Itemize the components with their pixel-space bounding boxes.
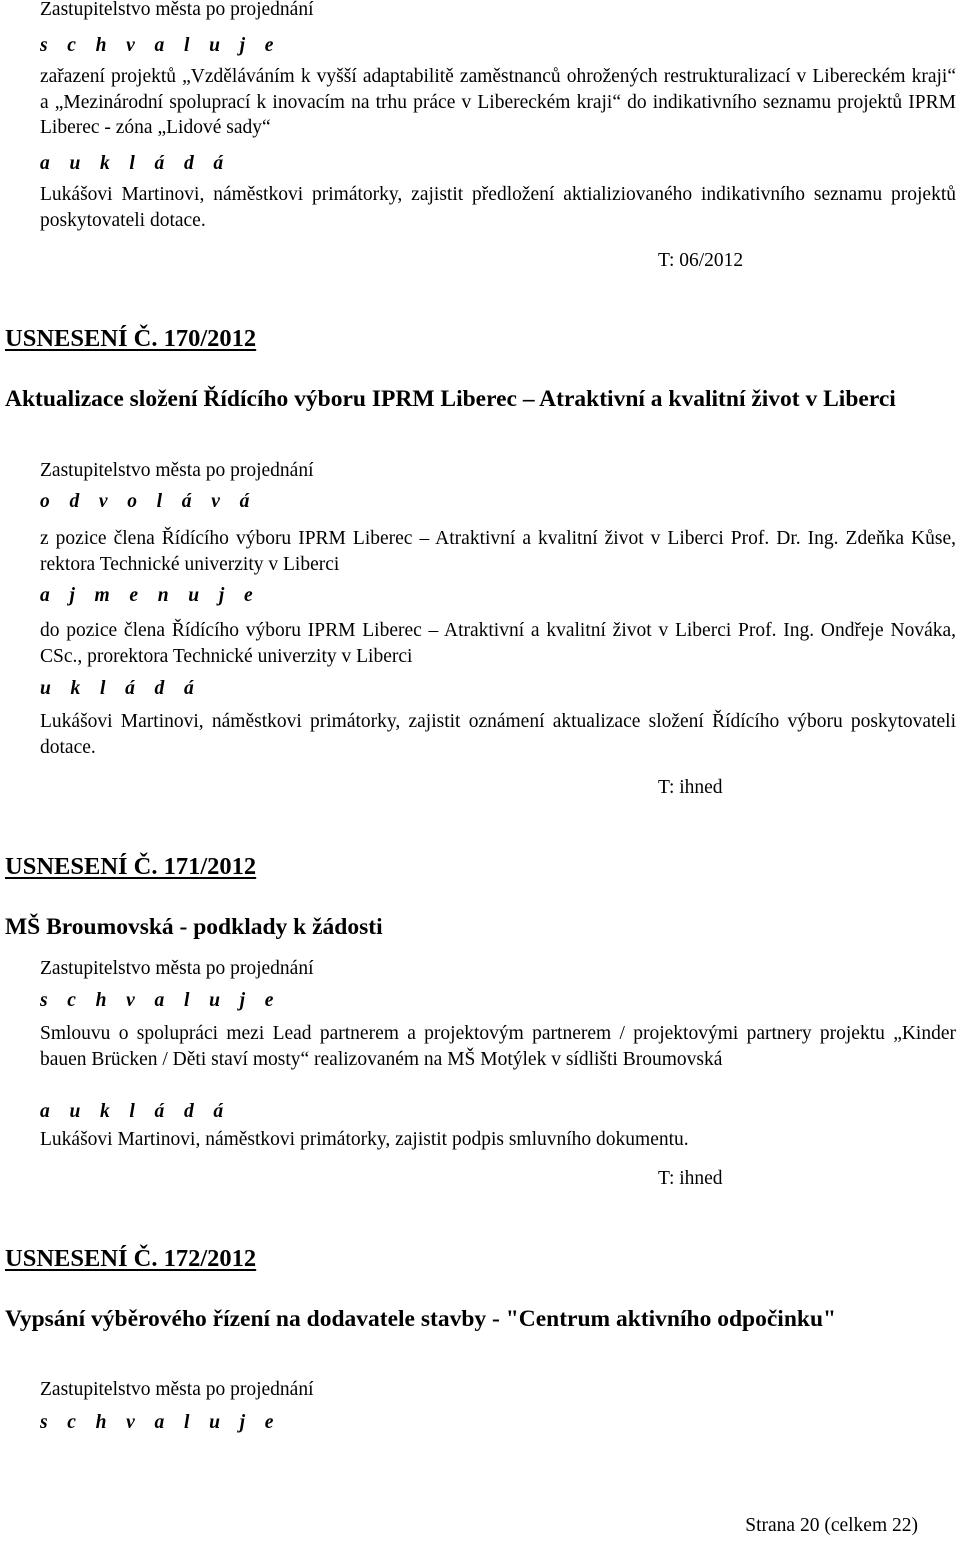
council-line: Zastupitelstvo města po projednání xyxy=(40,0,314,20)
resolution-verb: s c h v a l u j e xyxy=(40,990,281,1011)
resolution-title: Aktualizace složení Řídícího výboru IPRM Liberec – Atraktivní a kvalitní život v Liberci xyxy=(5,386,896,412)
page-number: Strana 20 (celkem 22) xyxy=(745,1515,918,1536)
resolution-title: Vypsání výběrového řízení na dodavatele stavby - "Centrum aktivního odpočinku" xyxy=(5,1306,837,1332)
council-line: Zastupitelstvo města po projednání xyxy=(40,958,314,979)
deadline: T: 06/2012 xyxy=(658,250,744,271)
resolution-verb: u k l á d á xyxy=(40,678,202,699)
resolution-heading: USNESENÍ Č. 170/2012 xyxy=(5,325,257,352)
resolution-text: Smlouvu o spolupráci mezi Lead partnerem a projektovým partnerem / projektovými partnery projektu „Kinder bauen Brücken / Děti staví mosty“ realizovaném na MŠ Motýlek v sídlišti Broumovská xyxy=(40,1023,956,1070)
resolution-verb: s c h v a l u j e xyxy=(40,1412,281,1433)
deadline: T: ihned xyxy=(658,1168,723,1189)
resolution-verb: a u k l á d á xyxy=(40,153,231,174)
council-line: Zastupitelstvo města po projednání xyxy=(40,460,314,481)
resolution-text: z pozice člena Řídícího výboru IPRM Liberec – Atraktivní a kvalitní život v Liberci Prof. Dr. Ing. Zdeňka Kůse, rektora Technické univerzity v Liberci xyxy=(40,528,956,575)
resolution-text: Lukášovi Martinovi, náměstkovi primátorky, zajistit podpis smluvního dokumentu. xyxy=(40,1129,689,1150)
deadline: T: ihned xyxy=(658,777,723,798)
resolution-text: Lukášovi Martinovi, náměstkovi primátorky, zajistit oznámení aktualizace složení Řídícího výboru poskytovateli dotace. xyxy=(40,711,956,758)
resolution-text: zařazení projektů „Vzděláváním k vyšší adaptabilitě zaměstnanců ohrožených restrukturalizací v Libereckém kraji“ a „Mezinárodní spoluprací k inovacím na trhu práce v Libereckém kraji“ do indikativního seznamu projektů IPRM Liberec - zóna „Lidové sady“ xyxy=(40,66,956,139)
resolution-verb: o d v o l á v á xyxy=(40,491,257,512)
resolution-text: Lukášovi Martinovi, náměstkovi primátorky, zajistit předložení aktializiovaného indikativního seznamu projektů poskytovateli dotace. xyxy=(40,184,956,231)
resolution-verb: s c h v a l u j e xyxy=(40,35,281,56)
resolution-verb: a u k l á d á xyxy=(40,1101,231,1122)
resolution-heading: USNESENÍ Č. 172/2012 xyxy=(5,1245,257,1272)
resolution-verb: a j m e n u j e xyxy=(40,585,261,606)
resolution-title: MŠ Broumovská - podklady k žádosti xyxy=(5,914,383,940)
resolution-text: do pozice člena Řídícího výboru IPRM Liberec – Atraktivní a kvalitní život v Liberci Prof. Ing. Ondřeje Nováka, CSc., prorektora Technické univerzity v Liberci xyxy=(40,620,956,667)
resolution-heading: USNESENÍ Č. 171/2012 xyxy=(5,853,257,880)
council-line: Zastupitelstvo města po projednání xyxy=(40,1379,314,1400)
